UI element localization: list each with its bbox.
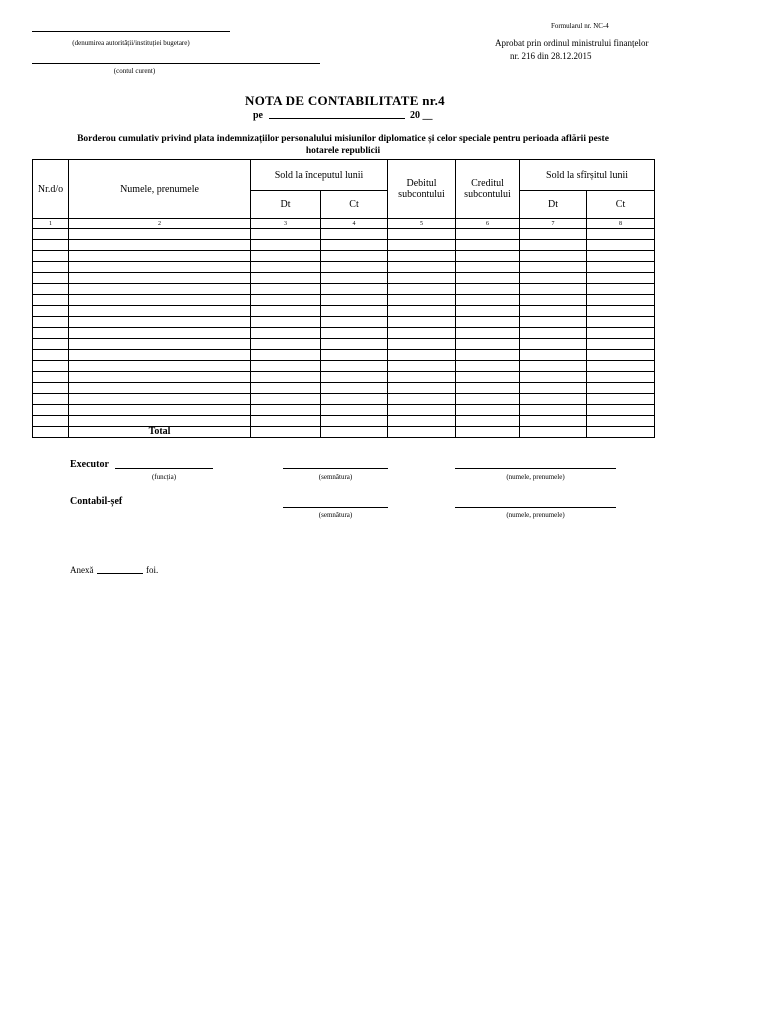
entry-cell[interactable] — [456, 306, 520, 317]
entry-cell[interactable] — [388, 372, 456, 383]
entry-cell[interactable] — [388, 240, 456, 251]
total-cell[interactable] — [456, 427, 520, 438]
entry-cell[interactable] — [251, 306, 321, 317]
entry-cell[interactable] — [321, 339, 388, 350]
entry-cell[interactable] — [69, 284, 251, 295]
index-cell: 7 — [520, 219, 587, 229]
entry-cell[interactable] — [69, 273, 251, 284]
table-row — [33, 405, 655, 416]
entry-cell[interactable] — [388, 328, 456, 339]
entry-cell[interactable] — [456, 350, 520, 361]
table-row — [33, 251, 655, 262]
entry-cell[interactable] — [388, 383, 456, 394]
entry-cell[interactable] — [587, 372, 655, 383]
executor-signature-line[interactable] — [283, 468, 388, 469]
total-cell[interactable] — [587, 427, 655, 438]
entry-cell[interactable] — [520, 328, 587, 339]
entry-cell[interactable] — [388, 317, 456, 328]
entry-cell[interactable] — [321, 328, 388, 339]
entry-cell[interactable] — [321, 284, 388, 295]
col-header-nr: Nr.d/o — [33, 160, 69, 219]
entry-cell[interactable] — [69, 262, 251, 273]
year-field: 20 __ — [410, 110, 433, 121]
entry-cell[interactable] — [388, 394, 456, 405]
entry-cell[interactable] — [251, 416, 321, 427]
entry-cell[interactable] — [587, 350, 655, 361]
entry-cell[interactable] — [251, 328, 321, 339]
entry-cell[interactable] — [69, 350, 251, 361]
entry-cell[interactable] — [69, 372, 251, 383]
entry-cell[interactable] — [587, 394, 655, 405]
entry-cell[interactable] — [456, 284, 520, 295]
entry-cell[interactable] — [69, 317, 251, 328]
col-header-ct-end: Ct — [587, 191, 655, 219]
entry-cell[interactable] — [251, 405, 321, 416]
index-row — [33, 219, 655, 229]
document-subtitle — [32, 133, 654, 157]
entry-cell[interactable] — [321, 350, 388, 361]
entry-cell[interactable] — [251, 350, 321, 361]
total-cell[interactable] — [321, 427, 388, 438]
entry-cell[interactable] — [388, 284, 456, 295]
entry-cell[interactable] — [587, 284, 655, 295]
subtitle-line-1: Borderou cumulativ privind plata indemnizațiilor personalului misiunilor diplomatice și celor speciale pentru perioada aflării peste — [77, 134, 609, 144]
entry-cell[interactable] — [321, 361, 388, 372]
entry-cell[interactable] — [69, 251, 251, 262]
annex-count-field[interactable] — [97, 573, 143, 574]
entry-cell[interactable] — [587, 262, 655, 273]
executor-name-line[interactable] — [455, 468, 616, 469]
table-row — [33, 240, 655, 251]
entry-cell[interactable] — [69, 295, 251, 306]
entry-cell[interactable] — [251, 383, 321, 394]
table-row — [33, 295, 655, 306]
index-cell: 1 — [33, 219, 69, 229]
entry-cell[interactable] — [456, 240, 520, 251]
entry-cell[interactable] — [520, 383, 587, 394]
executor-signature-caption: (semnătura) — [318, 473, 353, 481]
subtitle-line-2: hotarele republicii — [305, 146, 381, 156]
entry-cell[interactable] — [33, 350, 69, 361]
entry-cell[interactable] — [520, 405, 587, 416]
entry-cell[interactable] — [456, 383, 520, 394]
entry-cell[interactable] — [388, 262, 456, 273]
entry-cell[interactable] — [33, 229, 69, 240]
table-row — [33, 394, 655, 405]
contabil-name-line[interactable] — [455, 507, 616, 508]
annex-row — [70, 565, 158, 575]
contabil-signature-line[interactable] — [283, 507, 388, 508]
entry-cell[interactable] — [321, 405, 388, 416]
entry-cell[interactable] — [321, 372, 388, 383]
entry-cell[interactable] — [33, 262, 69, 273]
table-row — [33, 372, 655, 383]
executor-function-line[interactable] — [115, 468, 213, 469]
ledger-table — [32, 159, 655, 438]
entry-cell[interactable] — [251, 317, 321, 328]
entry-cell[interactable] — [33, 273, 69, 284]
entry-cell[interactable] — [388, 306, 456, 317]
entry-cell[interactable] — [251, 372, 321, 383]
entry-cell[interactable] — [321, 240, 388, 251]
entry-cell[interactable] — [69, 328, 251, 339]
entry-cell[interactable] — [520, 372, 587, 383]
entry-cell[interactable] — [33, 372, 69, 383]
entry-cell[interactable] — [251, 251, 321, 262]
col-header-dt-end: Dt — [520, 191, 587, 219]
entry-cell[interactable] — [456, 262, 520, 273]
approval-line-2: nr. 216 din 28.12.2015 — [510, 51, 592, 61]
entry-cell[interactable] — [587, 273, 655, 284]
entry-cell[interactable] — [587, 361, 655, 372]
entry-cell[interactable] — [388, 361, 456, 372]
col-header-credit: Creditul subcontului — [456, 160, 520, 219]
executor-label: Executor — [70, 459, 109, 470]
entry-cell[interactable] — [587, 339, 655, 350]
entry-cell[interactable] — [520, 273, 587, 284]
entry-cell[interactable] — [456, 328, 520, 339]
total-nr-cell — [33, 427, 69, 438]
entry-cell[interactable] — [520, 306, 587, 317]
approval-line-1: Aprobat prin ordinul ministrului finanțelor — [495, 38, 649, 48]
entry-cell[interactable] — [388, 339, 456, 350]
account-caption: (contul curent) — [113, 67, 156, 75]
entry-cell[interactable] — [33, 394, 69, 405]
col-header-dt-start: Dt — [251, 191, 321, 219]
entry-cell[interactable] — [33, 295, 69, 306]
entry-cell[interactable] — [251, 240, 321, 251]
entry-cell[interactable] — [33, 361, 69, 372]
entry-cell[interactable] — [69, 229, 251, 240]
contabil-signature-caption: (semnătura) — [318, 511, 353, 519]
entry-cell[interactable] — [456, 273, 520, 284]
entry-cell[interactable] — [520, 251, 587, 262]
entry-cell[interactable] — [69, 405, 251, 416]
entry-cell[interactable] — [251, 394, 321, 405]
col-header-sold-end: Sold la sfîrșitul lunii — [520, 160, 655, 191]
entry-cell[interactable] — [321, 383, 388, 394]
entry-cell[interactable] — [321, 229, 388, 240]
col-header-sold-start: Sold la începutul lunii — [251, 160, 388, 191]
entry-cell[interactable] — [587, 295, 655, 306]
index-cell: 5 — [388, 219, 456, 229]
entry-cell[interactable] — [388, 251, 456, 262]
entry-cell[interactable] — [33, 416, 69, 427]
date-row — [253, 110, 433, 121]
entry-cell[interactable] — [33, 306, 69, 317]
entry-cell[interactable] — [587, 229, 655, 240]
entry-cell[interactable] — [321, 317, 388, 328]
entry-cell[interactable] — [69, 339, 251, 350]
date-field[interactable] — [269, 118, 405, 119]
table-row — [33, 328, 655, 339]
entry-cell[interactable] — [456, 295, 520, 306]
entry-cell[interactable] — [321, 262, 388, 273]
entry-cell[interactable] — [587, 383, 655, 394]
account-line[interactable] — [32, 63, 320, 64]
form-number: Formularul nr. NC-4 — [551, 22, 609, 30]
table-row — [33, 284, 655, 295]
entry-cell[interactable] — [388, 405, 456, 416]
entry-cell[interactable] — [587, 328, 655, 339]
entry-cell[interactable] — [33, 240, 69, 251]
entry-cell[interactable] — [587, 251, 655, 262]
annex-label: Anexă — [70, 565, 94, 575]
entry-cell[interactable] — [33, 284, 69, 295]
entry-cell[interactable] — [321, 394, 388, 405]
entry-cell[interactable] — [587, 416, 655, 427]
entry-cell[interactable] — [520, 394, 587, 405]
entry-cell[interactable] — [321, 251, 388, 262]
entry-cell[interactable] — [33, 251, 69, 262]
entry-cell[interactable] — [388, 416, 456, 427]
entry-cell[interactable] — [520, 295, 587, 306]
entry-cell[interactable] — [69, 416, 251, 427]
entry-cell[interactable] — [251, 295, 321, 306]
entry-cell[interactable] — [456, 394, 520, 405]
entry-cell[interactable] — [321, 416, 388, 427]
table-row — [33, 416, 655, 427]
table-row — [33, 262, 655, 273]
entry-cell[interactable] — [69, 240, 251, 251]
entry-cell[interactable] — [520, 339, 587, 350]
entry-cell[interactable] — [321, 306, 388, 317]
entry-cell[interactable] — [321, 273, 388, 284]
entry-cell[interactable] — [251, 273, 321, 284]
entry-cell[interactable] — [321, 295, 388, 306]
table-row — [33, 306, 655, 317]
entry-cell[interactable] — [69, 394, 251, 405]
entry-cell[interactable] — [33, 328, 69, 339]
executor-function-caption: (funcția) — [151, 473, 177, 481]
entry-cell[interactable] — [33, 339, 69, 350]
entry-cell[interactable] — [587, 240, 655, 251]
entry-cell[interactable] — [520, 350, 587, 361]
entry-cell[interactable] — [251, 262, 321, 273]
annex-foi-label: foi. — [146, 565, 159, 575]
table-row — [33, 229, 655, 240]
total-cell[interactable] — [520, 427, 587, 438]
table-row — [33, 350, 655, 361]
entry-cell[interactable] — [456, 317, 520, 328]
entry-cell[interactable] — [456, 251, 520, 262]
index-cell: 3 — [251, 219, 321, 229]
org-name-line[interactable] — [32, 31, 230, 32]
entry-cell[interactable] — [520, 284, 587, 295]
document-title: NOTA DE CONTABILITATE nr.4 — [245, 93, 445, 108]
contabil-label: Contabil-șef — [70, 496, 123, 507]
entry-cell[interactable] — [456, 339, 520, 350]
entry-cell[interactable] — [520, 416, 587, 427]
entry-cell[interactable] — [456, 229, 520, 240]
pe-label: pe — [253, 110, 263, 121]
entry-cell[interactable] — [251, 361, 321, 372]
index-cell: 6 — [456, 219, 520, 229]
entry-cell[interactable] — [69, 361, 251, 372]
entry-cell[interactable] — [520, 229, 587, 240]
entry-cell[interactable] — [388, 229, 456, 240]
index-cell: 4 — [321, 219, 388, 229]
entry-cell[interactable] — [587, 317, 655, 328]
entry-cell[interactable] — [456, 361, 520, 372]
entry-cell[interactable] — [587, 306, 655, 317]
entry-cell[interactable] — [33, 317, 69, 328]
entry-cell[interactable] — [587, 405, 655, 416]
entry-cell[interactable] — [456, 416, 520, 427]
index-cell: 8 — [587, 219, 655, 229]
entry-cell[interactable] — [520, 262, 587, 273]
total-row — [33, 427, 655, 438]
entry-cell[interactable] — [456, 372, 520, 383]
entry-cell[interactable] — [69, 383, 251, 394]
contabil-name-caption: (numele, prenumele) — [506, 511, 565, 519]
entry-cell[interactable] — [520, 317, 587, 328]
org-name-caption: (denumirea autorității/instituției bugetare) — [72, 39, 190, 47]
total-cell[interactable] — [388, 427, 456, 438]
col-header-debit: Debitul subcontului — [388, 160, 456, 219]
col-header-name: Numele, prenumele — [69, 160, 251, 219]
entry-cell[interactable] — [69, 306, 251, 317]
entry-rows — [33, 229, 655, 427]
table-row — [33, 273, 655, 284]
entry-cell[interactable] — [251, 339, 321, 350]
entry-cell[interactable] — [388, 273, 456, 284]
entry-cell[interactable] — [520, 361, 587, 372]
table-row — [33, 361, 655, 372]
entry-cell[interactable] — [388, 350, 456, 361]
col-header-ct-start: Ct — [321, 191, 388, 219]
entry-cell[interactable] — [251, 229, 321, 240]
entry-cell[interactable] — [33, 405, 69, 416]
entry-cell[interactable] — [33, 383, 69, 394]
table-row — [33, 317, 655, 328]
entry-cell[interactable] — [456, 405, 520, 416]
total-cell[interactable] — [251, 427, 321, 438]
table-row — [33, 339, 655, 350]
header-row-1 — [33, 160, 655, 191]
total-label: Total — [69, 427, 251, 438]
executor-name-caption: (numele, prenumele) — [506, 473, 565, 481]
entry-cell[interactable] — [520, 240, 587, 251]
entry-cell[interactable] — [388, 295, 456, 306]
index-cell: 2 — [69, 219, 251, 229]
entry-cell[interactable] — [251, 284, 321, 295]
table-row — [33, 383, 655, 394]
